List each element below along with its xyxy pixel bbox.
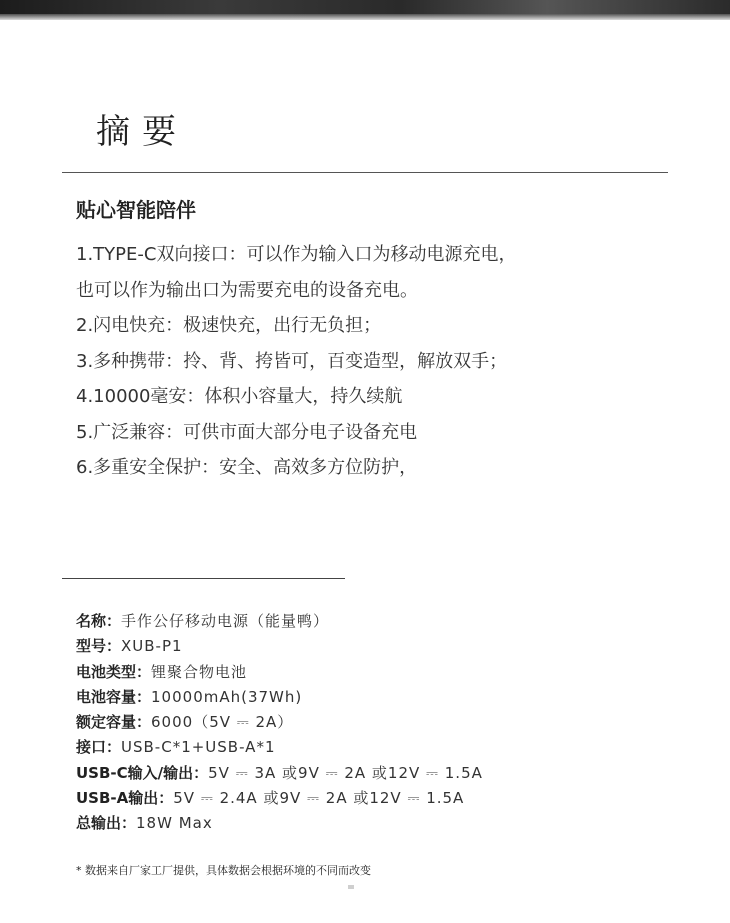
spec-row-usb-c: [76, 761, 483, 786]
feature-item: 也可以作为输出口为需要充电的设备充电。: [76, 279, 418, 301]
spec-row-rated-capacity: [76, 710, 483, 735]
spec-value: XUB-P1: [121, 637, 183, 656]
spec-row-name: [76, 609, 483, 634]
spec-value: 18W Max: [136, 814, 213, 833]
feature-item: 2.闪电快充：极速快充，出行无负担；: [76, 315, 382, 336]
feature-item: 1.TYPE-C双向接口：可以作为输入口为移动电源充电，: [76, 244, 517, 265]
spec-label: 额定容量：: [76, 713, 152, 732]
page-title: 摘要: [96, 112, 188, 152]
feature-item: 6.多重安全保护：安全、高效多方位防护，: [76, 457, 418, 478]
spec-row-ports: [76, 735, 483, 760]
spec-value: 10000mAh(37Wh): [151, 687, 303, 706]
feature-item: 5.广泛兼容：可供市面大部分电子设备充电: [76, 421, 418, 443]
feature-list: [76, 237, 516, 486]
spec-row-usb-a: [76, 786, 483, 811]
header-image-strip: [0, 0, 730, 20]
decorative-mark: [348, 885, 354, 889]
title-divider: [62, 172, 668, 173]
spec-label: 总输出：: [76, 814, 137, 833]
spec-label: 接口：: [76, 738, 122, 757]
spec-value: USB-C*1+USB-A*1: [121, 738, 276, 757]
spec-label: USB-A输出：: [76, 789, 174, 808]
spec-label: USB-C输入/输出：: [76, 763, 209, 782]
section-subtitle: 贴心智能陪伴: [76, 198, 196, 222]
spec-row-battery-type: [76, 660, 483, 685]
spec-value: 5V ⎓ 2.4A 或9V ⎓ 2A 或12V ⎓ 1.5A: [173, 789, 465, 808]
spec-list: [76, 609, 483, 837]
spec-value: 5V ⎓ 3A 或9V ⎓ 2A 或12V ⎓ 1.5A: [208, 763, 483, 782]
specs-divider: [62, 578, 345, 579]
spec-value: 锂聚合物电池: [151, 662, 248, 681]
spec-row-battery-capacity: [76, 685, 483, 710]
spec-label: 电池容量：: [76, 687, 152, 706]
spec-row-model: [76, 634, 483, 659]
feature-item: 3.多种携带：拎、背、挎皆可，百变造型，解放双手；: [76, 350, 508, 372]
spec-value: 6000（5V ⎓ 2A）: [151, 713, 294, 732]
spec-label: 名称：: [76, 612, 122, 630]
spec-label: 电池类型：: [76, 662, 152, 681]
spec-value: 手作公仔移动电源（能量鸭）: [121, 612, 330, 630]
footnote: * 数据来自厂家工厂提供，具体数据会根据环境的不同而改变: [76, 864, 371, 877]
feature-item: 4.10000毫安：体积小容量大，持久续航: [76, 386, 403, 407]
spec-label: 型号：: [76, 637, 122, 656]
spec-row-total-output: [76, 811, 483, 836]
